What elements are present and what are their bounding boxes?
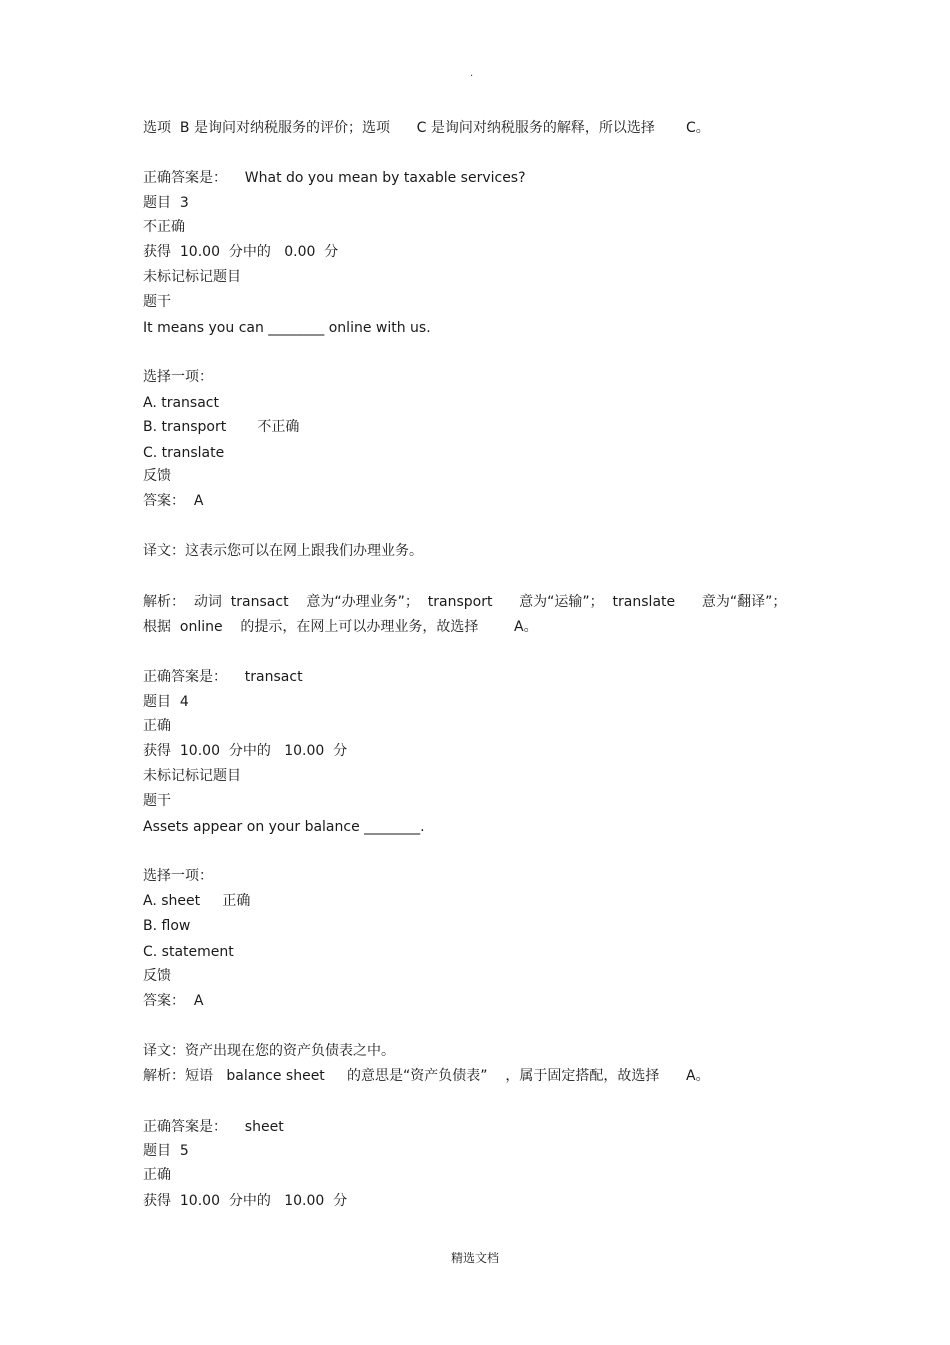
answer-q3: 答案： A: [143, 493, 204, 509]
option-a-q3: A. transact: [143, 395, 219, 411]
choose-one-q3: 选择一项：: [143, 369, 213, 385]
analysis-q4: 解析：短语 balance sheet 的意思是“资产负债表” ，属于固定搭配，故选择 A。: [143, 1068, 710, 1084]
correct-answer-q3: 正确答案是： transact: [143, 669, 303, 685]
analysis-q3: 解析： 动词 transact 意为“办理业务”； transport 意为“运输”； translate 意为“翻译”；: [143, 594, 787, 610]
stem-label-q3: 题干: [143, 294, 171, 310]
answer-q4: 答案： A: [143, 993, 204, 1009]
analysis-q3-cont: 根据 online 的提示，在网上可以办理业务，故选择 A。: [143, 619, 538, 635]
header-mark: .: [470, 68, 474, 79]
correct-answer-q4: 正确答案是： sheet: [143, 1119, 284, 1135]
score-q4: 获得 10.00 分中的 10.00 分: [143, 743, 348, 759]
question-number-3: 题目 3: [143, 195, 189, 211]
feedback-label-q4: 反馈: [143, 968, 171, 984]
question-text-q3: It means you can ________ online with us.: [143, 320, 431, 336]
correct-answer-q2: 正确答案是： What do you mean by taxable services?: [143, 170, 526, 186]
flag-q3: 未标记标记题目: [143, 269, 241, 285]
option-explanation-q2: 选项 B 是询问对纳税服务的评价；选项 C 是询问对纳税服务的解释，所以选择 C。: [143, 120, 710, 136]
option-b-q4: B. flow: [143, 918, 191, 934]
stem-label-q4: 题干: [143, 793, 171, 809]
footer-label: 精选文档: [450, 1251, 499, 1265]
question-number-5: 题目 5: [143, 1143, 189, 1159]
status-q4: 正确: [143, 718, 171, 734]
translation-q3: 译文：这表示您可以在网上跟我们办理业务。: [143, 543, 423, 559]
flag-q4: 未标记标记题目: [143, 768, 241, 784]
status-q3: 不正确: [143, 219, 185, 235]
choose-one-q4: 选择一项：: [143, 868, 213, 884]
option-c-q4: C. statement: [143, 944, 234, 960]
option-c-q3: C. translate: [143, 445, 225, 461]
status-q5: 正确: [143, 1167, 171, 1183]
option-a-q4: A. sheet 正确: [143, 893, 251, 909]
question-number-4: 题目 4: [143, 694, 189, 710]
question-text-q4: Assets appear on your balance ________.: [143, 819, 425, 835]
score-q3: 获得 10.00 分中的 0.00 分: [143, 244, 339, 260]
score-q5: 获得 10.00 分中的 10.00 分: [143, 1193, 348, 1209]
feedback-label-q3: 反馈: [143, 468, 171, 484]
option-b-q3: B. transport 不正确: [143, 419, 300, 435]
translation-q4: 译文：资产出现在您的资产负债表之中。: [143, 1043, 395, 1059]
